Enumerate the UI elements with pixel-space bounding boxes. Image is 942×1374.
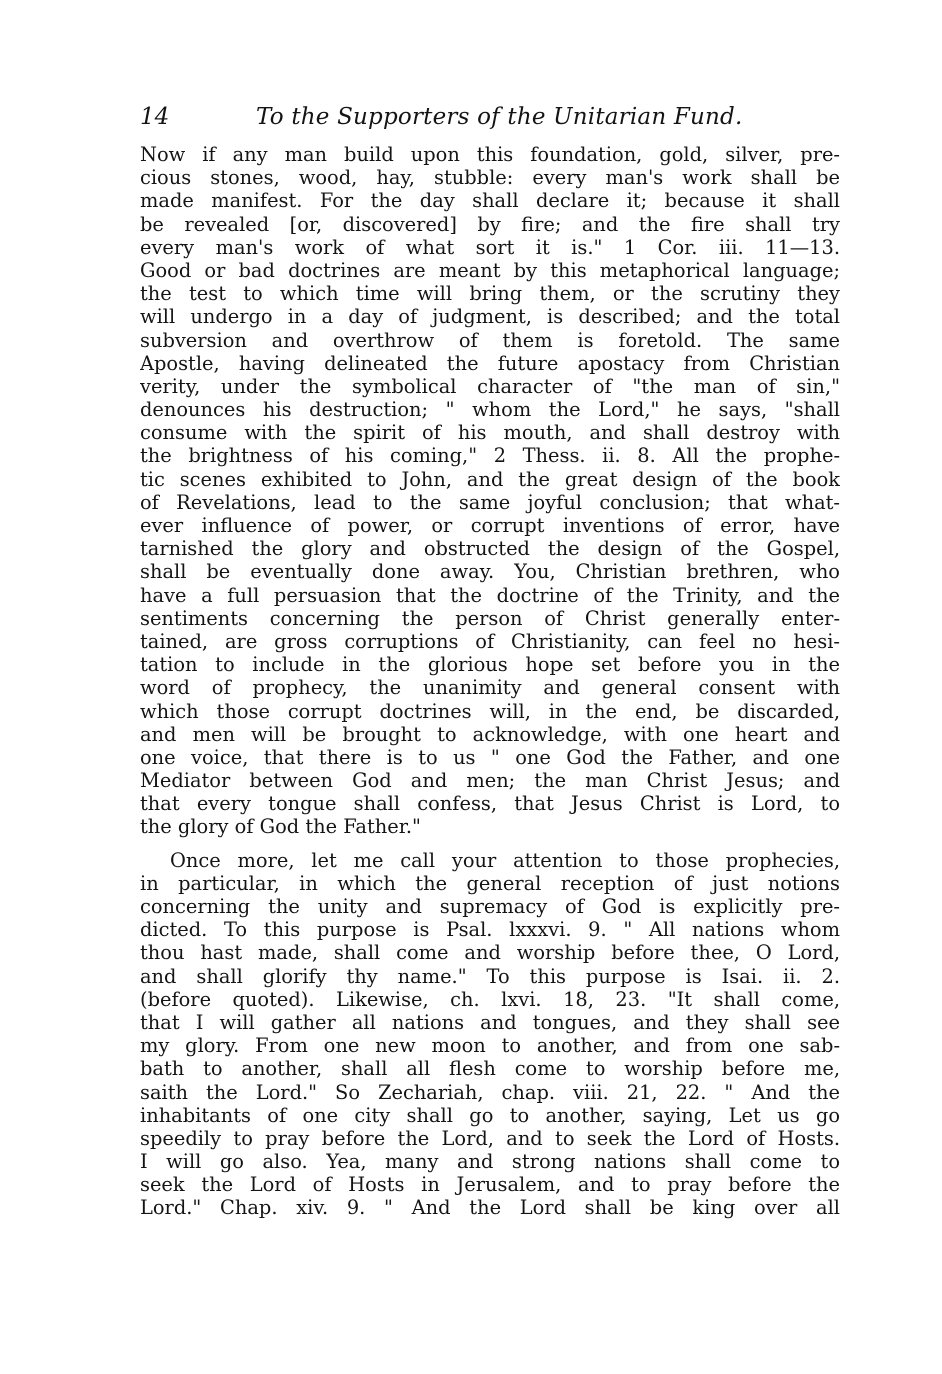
text-line: word of prophecy, the unanimity and general consent with — [140, 676, 840, 700]
text-line: every man's work of what sort it is." 1 Cor. iii. 11—13. — [140, 235, 840, 259]
text-line: consume with the spirit of his mouth, and shall destroy with — [140, 421, 840, 445]
text-line: tained, are gross corruptions of Christianity, can feel no hesi- — [140, 629, 840, 653]
text-line: verity, under the symbolical character of "the man of sin," — [140, 374, 840, 398]
text-line: that I will gather all nations and tongues, and they shall see — [140, 1010, 840, 1034]
text-line: and men will be brought to acknowledge, with one heart and — [140, 722, 840, 746]
text-line: tarnished the glory and obstructed the design of the Gospel, — [140, 537, 840, 561]
text-line: bath to another, shall all flesh come to worship before me, — [140, 1057, 840, 1081]
text-line: ever influence of power, or corrupt inventions of error, have — [140, 514, 840, 537]
text-line: be revealed [or, discovered] by fire; and the fire shall try — [140, 212, 840, 236]
text-line: Now if any man build upon this foundation, gold, silver, pre- — [140, 143, 840, 166]
text-line: sentiments concerning the person of Christ generally enter- — [140, 606, 840, 630]
text-line: speedily to pray before the Lord, and to seek the Lord of Hosts. — [140, 1126, 840, 1150]
text-line: the glory of God the Father." — [140, 815, 421, 839]
text-line: shall be eventually done away. You, Christian brethren, who — [140, 560, 840, 584]
text-line: cious stones, wood, hay, stubble: every man's work shall be — [140, 166, 840, 190]
text-line: Lord." Chap. xiv. 9. " And the Lord shall be king over all — [140, 1196, 840, 1220]
text-line: denounces his destruction; " whom the Lord," he says, "shall — [140, 398, 840, 422]
paragraph-1 — [140, 143, 840, 839]
text-line: Once more, let me call your attention to those prophecies, — [170, 848, 840, 872]
text-line: concerning the unity and supremacy of God is explicitly pre- — [140, 895, 840, 918]
text-line: the brightness of his coming," 2 Thess. ii. 8. All the prophe- — [140, 444, 840, 468]
text-line: I will go also. Yea, many and strong nations shall come to — [140, 1150, 840, 1174]
text-line: subversion and overthrow of them is foretold. The same — [140, 328, 840, 352]
text-line: dicted. To this purpose is Psal. lxxxvi. 9. " All nations whom — [140, 918, 840, 942]
text-line: inhabitants of one city shall go to another, saying, Let us go — [140, 1103, 840, 1127]
text-line: the test to which time will bring them, or the scrutiny they — [140, 282, 840, 306]
text-line: that every tongue shall confess, that Jesus Christ is Lord, to — [140, 792, 840, 816]
text-line: saith the Lord." So Zechariah, chap. viii. 21, 22. " And the — [140, 1080, 840, 1104]
page-number: 14 — [140, 104, 170, 130]
text-line: have a full persuasion that the doctrine of the Trinity, and the — [140, 583, 840, 607]
text-line: and shall glorify thy name." To this purpose is Isai. ii. 2. — [140, 964, 840, 988]
page-header — [138, 104, 838, 138]
text-line: of Revelations, lead to the same joyful conclusion; that what- — [140, 490, 840, 514]
text-line: seek the Lord of Hosts in Jerusalem, and to pray before the — [140, 1173, 840, 1197]
text-line: will undergo in a day of judgment, is described; and the total — [140, 305, 840, 329]
text-line: thou hast made, shall come and worship before thee, O Lord, — [140, 941, 840, 965]
paragraph-2 — [140, 849, 840, 1220]
text-line: tation to include in the glorious hope set before you in the — [140, 653, 840, 677]
text-line: one voice, that there is to us " one God the Father, and one — [140, 745, 840, 769]
text-line: Apostle, having delineated the future apostacy from Christian — [140, 351, 840, 375]
text-line: in particular, in which the general reception of just notions — [140, 871, 840, 895]
paragraph-gap — [140, 839, 840, 849]
text-line: Good or bad doctrines are meant by this metaphorical language; — [140, 258, 840, 282]
text-line: Mediator between God and men; the man Christ Jesus; and — [140, 769, 840, 793]
text-line: tic scenes exhibited to John, and the great design of the book — [140, 467, 840, 491]
body-text — [140, 143, 840, 1220]
running-title: To the Supporters of the Unitarian Fund. — [256, 104, 743, 130]
text-line: which those corrupt doctrines will, in the end, be discarded, — [140, 699, 840, 723]
text-line: (before quoted). Likewise, ch. lxvi. 18, 23. "It shall come, — [140, 987, 840, 1011]
text-line: made manifest. For the day shall declare it; because it shall — [140, 189, 840, 213]
text-line: my glory. From one new moon to another, and from one sab- — [140, 1034, 840, 1058]
